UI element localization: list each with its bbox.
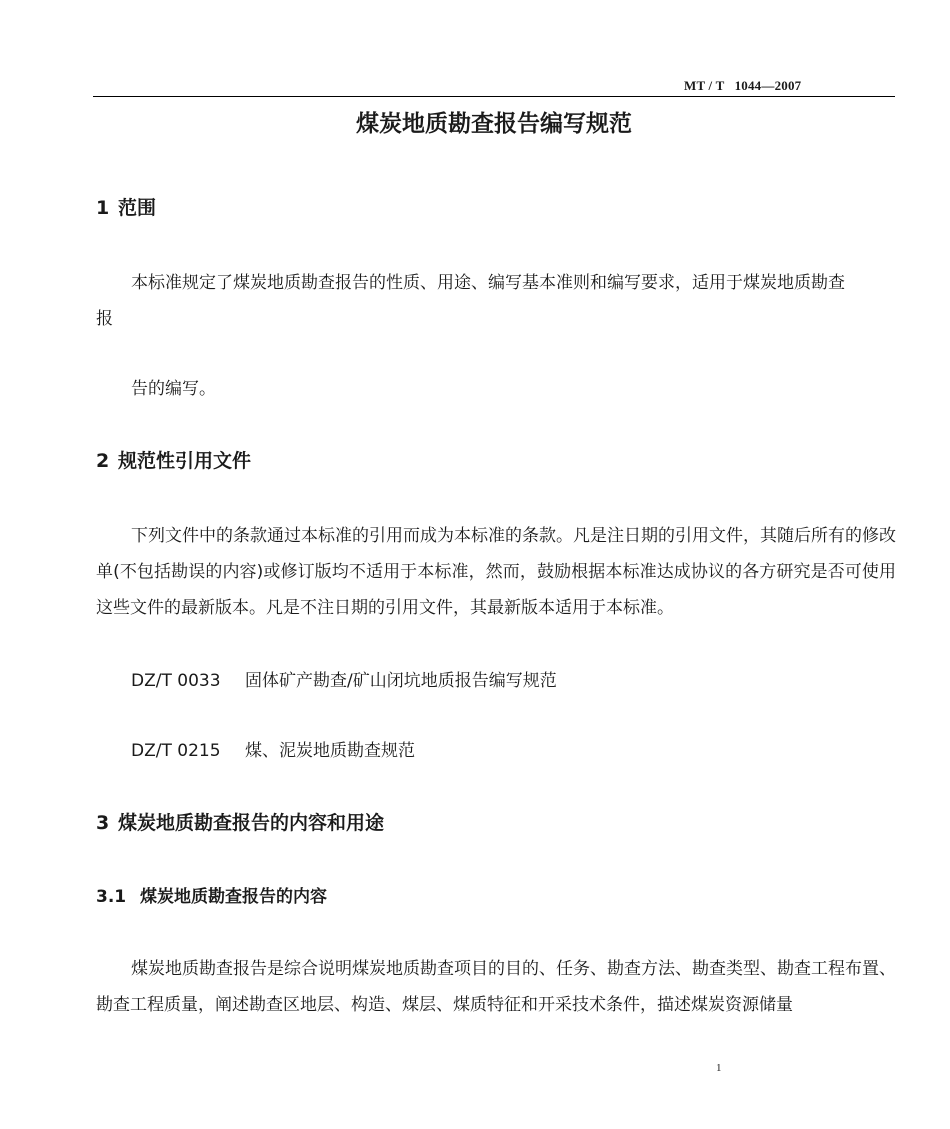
section-1-heading (96, 195, 156, 221)
subsection-3-1-heading (96, 885, 327, 909)
section-1-number: 1 (96, 197, 110, 219)
reference-item (131, 738, 415, 764)
reference-item (131, 668, 557, 694)
subsection-3-1-title: 煤炭地质勘查报告的内容 (140, 887, 327, 907)
standard-code: MT / T 1044—2007 (684, 78, 802, 93)
section-2-heading (96, 448, 251, 474)
reference-code: DZ/T 0033 (131, 671, 221, 691)
section-1-line-2: 报 (96, 309, 113, 329)
subsection-3-1-number: 3.1 (96, 887, 127, 907)
section-1-title: 范围 (118, 197, 157, 219)
header-rule (93, 96, 895, 97)
section-1-line-3: 告的编写。 (131, 379, 216, 399)
section-1-line-1: 本标准规定了煤炭地质勘查报告的性质、用途、编写基本准则和编写要求，适用于煤炭地质勘查 (131, 273, 845, 293)
section-3-number: 3 (96, 812, 110, 834)
section-2-paragraph: 下列文件中的条款通过本标准的引用而成为本标准的条款。凡是注日期的引用文件，其随后所有的修改单(不包括勘误的内容)或修订版均不适用于本标准，然而，鼓励根据本标准达成协议的各方研究是否可使用这些文件的最新版本。凡是不注日期的引用文件，其最新版本适用于本标准。 (96, 526, 896, 618)
reference-title: 固体矿产勘查/矿山闭坑地质报告编写规范 (245, 671, 557, 691)
section-3-heading (96, 810, 384, 836)
section-3-title: 煤炭地质勘查报告的内容和用途 (118, 812, 385, 834)
subsection-3-1-paragraph: 煤炭地质勘查报告是综合说明煤炭地质勘查项目的目的、任务、勘查方法、勘查类型、勘查工程布置、勘查工程质量，阐述勘查区地层、构造、煤层、煤质特征和开采技术条件，描述煤炭资源储量 (96, 959, 896, 1015)
section-2-title: 规范性引用文件 (118, 450, 252, 472)
document-title: 煤炭地质勘查报告编写规范 (356, 111, 632, 137)
page-number: 1 (716, 1062, 722, 1074)
reference-title: 煤、泥炭地质勘查规范 (245, 741, 415, 761)
reference-code: DZ/T 0215 (131, 741, 221, 761)
section-2-number: 2 (96, 450, 110, 472)
